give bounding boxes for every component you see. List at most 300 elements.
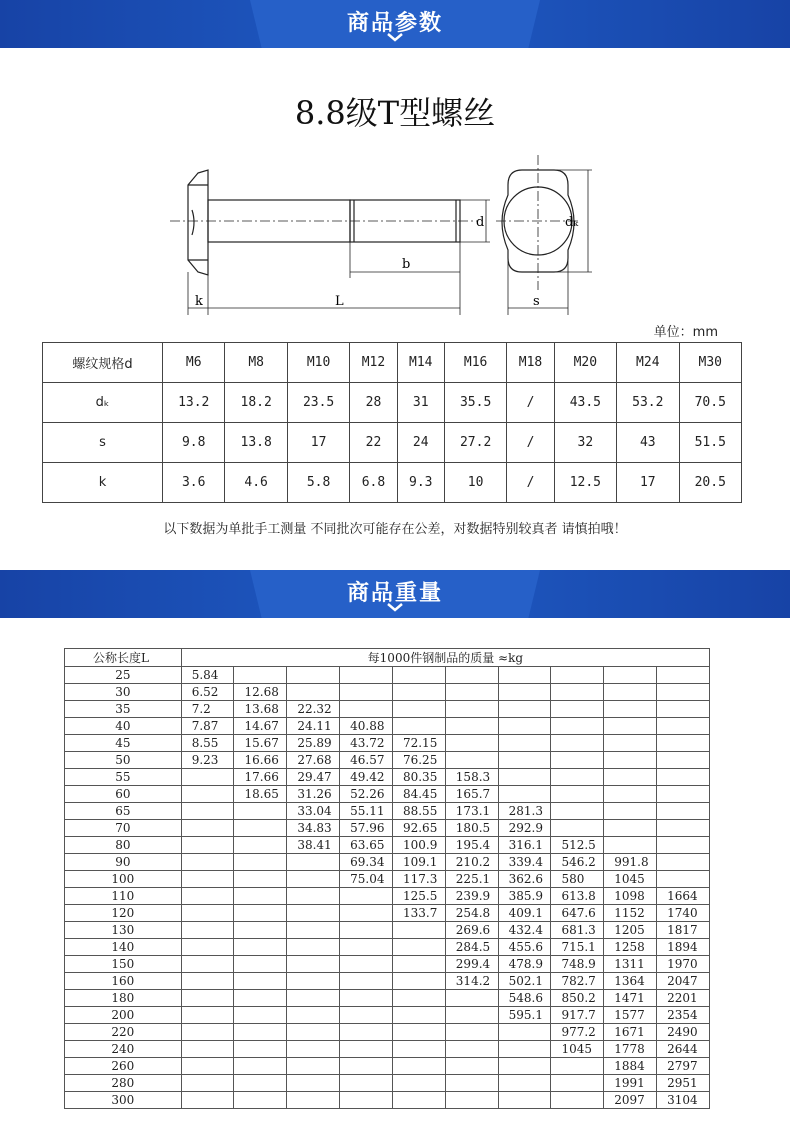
weight-value-cell: 225.1: [445, 871, 498, 888]
weight-row: [65, 1075, 710, 1092]
params-value-cell: 12.5: [554, 463, 616, 503]
weight-length-cell: 110: [65, 888, 182, 905]
weight-row: [65, 735, 710, 752]
weight-value-cell: [234, 973, 287, 990]
weight-value-cell: [604, 667, 657, 684]
weight-value-cell: [287, 905, 340, 922]
weight-value-cell: 24.11: [287, 718, 340, 735]
weight-value-cell: [287, 973, 340, 990]
weight-value-cell: [498, 1092, 551, 1109]
weight-value-cell: [287, 1058, 340, 1075]
weight-value-cell: [234, 939, 287, 956]
params-value-cell: 31: [397, 383, 444, 423]
weight-value-cell: [287, 871, 340, 888]
weight-value-cell: 14.67: [234, 718, 287, 735]
weight-value-cell: [392, 718, 445, 735]
weight-value-cell: 100.9: [392, 837, 445, 854]
weight-value-cell: [392, 939, 445, 956]
weight-value-cell: 1817: [657, 922, 710, 939]
weight-row: [65, 973, 710, 990]
weight-value-cell: [445, 718, 498, 735]
weight-value-cell: [551, 667, 604, 684]
weight-value-cell: 314.2: [445, 973, 498, 990]
weight-value-cell: [181, 1024, 234, 1041]
weight-value-cell: 917.7: [551, 1007, 604, 1024]
weight-value-cell: 2797: [657, 1058, 710, 1075]
label-s: s: [533, 294, 540, 309]
weight-value-cell: 1471: [604, 990, 657, 1007]
weight-value-cell: 1152: [604, 905, 657, 922]
weight-value-cell: [287, 1075, 340, 1092]
params-value-cell: 43: [617, 423, 679, 463]
weight-value-cell: 7.87: [181, 718, 234, 735]
weight-value-cell: [181, 922, 234, 939]
weight-value-cell: 63.65: [340, 837, 393, 854]
weight-value-cell: [392, 1058, 445, 1075]
weight-value-cell: [445, 667, 498, 684]
params-value-cell: 6.8: [350, 463, 397, 503]
weight-value-cell: 43.72: [340, 735, 393, 752]
params-row-label: s: [43, 423, 163, 463]
weight-length-cell: 240: [65, 1041, 182, 1058]
weight-length-cell: 160: [65, 973, 182, 990]
params-value-cell: 4.6: [225, 463, 287, 503]
weight-value-cell: 299.4: [445, 956, 498, 973]
weight-value-cell: [657, 820, 710, 837]
weight-value-cell: [551, 1058, 604, 1075]
weight-value-cell: 385.9: [498, 888, 551, 905]
weight-value-cell: [445, 752, 498, 769]
params-value-cell: 22: [350, 423, 397, 463]
weight-value-cell: [340, 684, 393, 701]
weight-length-cell: 55: [65, 769, 182, 786]
weight-value-cell: [340, 956, 393, 973]
weight-value-cell: [340, 1058, 393, 1075]
weight-value-cell: [657, 718, 710, 735]
weight-value-cell: [181, 1092, 234, 1109]
weight-row: [65, 1041, 710, 1058]
weight-value-cell: 57.96: [340, 820, 393, 837]
weight-row: [65, 854, 710, 871]
weight-value-cell: 210.2: [445, 854, 498, 871]
params-value-cell: 51.5: [679, 423, 741, 463]
weight-value-cell: 782.7: [551, 973, 604, 990]
weight-value-cell: 27.68: [287, 752, 340, 769]
weight-value-cell: [340, 1041, 393, 1058]
weight-value-cell: [445, 1092, 498, 1109]
weight-value-cell: [392, 1092, 445, 1109]
params-size-cell: M10: [287, 343, 349, 383]
weight-value-cell: [551, 1092, 604, 1109]
weight-value-cell: [445, 1041, 498, 1058]
weight-value-cell: [445, 1058, 498, 1075]
weight-value-cell: [181, 837, 234, 854]
weight-table: [64, 648, 710, 1109]
weight-value-cell: [340, 973, 393, 990]
weight-value-cell: [287, 990, 340, 1007]
weight-value-cell: 1778: [604, 1041, 657, 1058]
weight-value-cell: [340, 701, 393, 718]
weight-value-cell: 158.3: [445, 769, 498, 786]
weight-row: [65, 1058, 710, 1075]
weight-header-row: [65, 649, 710, 667]
weight-value-cell: [181, 871, 234, 888]
weight-value-cell: [445, 701, 498, 718]
weight-value-cell: 2047: [657, 973, 710, 990]
weight-value-cell: [657, 871, 710, 888]
weight-value-cell: 40.88: [340, 718, 393, 735]
weight-value-cell: 33.04: [287, 803, 340, 820]
weight-value-cell: 165.7: [445, 786, 498, 803]
weight-value-cell: 17.66: [234, 769, 287, 786]
weight-value-cell: 1991: [604, 1075, 657, 1092]
weight-value-cell: [234, 905, 287, 922]
label-dk: dₖ: [565, 215, 579, 230]
weight-value-cell: 1045: [551, 1041, 604, 1058]
weight-value-cell: 180.5: [445, 820, 498, 837]
weight-value-cell: [181, 1058, 234, 1075]
weight-value-cell: 269.6: [445, 922, 498, 939]
weight-value-cell: 284.5: [445, 939, 498, 956]
params-value-cell: 35.5: [444, 383, 506, 423]
params-table: [42, 342, 742, 503]
params-size-cell: M18: [507, 343, 554, 383]
weight-value-cell: [340, 990, 393, 1007]
weight-value-cell: 580: [551, 871, 604, 888]
weight-value-cell: [551, 820, 604, 837]
weight-value-cell: 850.2: [551, 990, 604, 1007]
weight-value-cell: 31.26: [287, 786, 340, 803]
weight-value-cell: [445, 1024, 498, 1041]
weight-value-cell: [234, 922, 287, 939]
weight-value-cell: 5.84: [181, 667, 234, 684]
params-header-row: [43, 343, 742, 383]
weight-value-cell: 9.23: [181, 752, 234, 769]
weight-value-cell: 18.65: [234, 786, 287, 803]
weight-value-cell: [392, 973, 445, 990]
weight-value-cell: [234, 1041, 287, 1058]
weight-row: [65, 667, 710, 684]
weight-value-cell: [657, 752, 710, 769]
weight-value-cell: [340, 1075, 393, 1092]
weight-value-cell: [551, 769, 604, 786]
weight-value-cell: [498, 667, 551, 684]
weight-value-cell: 1884: [604, 1058, 657, 1075]
weight-value-cell: 22.32: [287, 701, 340, 718]
weight-row: [65, 1092, 710, 1109]
weight-value-cell: [340, 888, 393, 905]
weight-value-cell: [392, 956, 445, 973]
params-value-cell: 28: [350, 383, 397, 423]
weight-value-cell: [604, 752, 657, 769]
weight-value-cell: 2644: [657, 1041, 710, 1058]
weight-value-cell: [392, 667, 445, 684]
weight-value-cell: [234, 837, 287, 854]
weight-value-cell: [604, 837, 657, 854]
weight-length-cell: 30: [65, 684, 182, 701]
weight-value-cell: 15.67: [234, 735, 287, 752]
weight-value-cell: [234, 803, 287, 820]
params-value-cell: 13.8: [225, 423, 287, 463]
params-row-label: dₖ: [43, 383, 163, 423]
weight-row: [65, 684, 710, 701]
params-size-cell: M24: [617, 343, 679, 383]
params-value-cell: 17: [287, 423, 349, 463]
t-bolt-drawing: [160, 150, 600, 325]
label-b: b: [402, 257, 411, 272]
weight-value-cell: 546.2: [551, 854, 604, 871]
weight-value-cell: 29.47: [287, 769, 340, 786]
weight-value-cell: 1671: [604, 1024, 657, 1041]
params-value-cell: 5.8: [287, 463, 349, 503]
label-d: d: [476, 215, 485, 230]
weight-value-cell: [604, 684, 657, 701]
weight-row: [65, 752, 710, 769]
params-value-cell: 9.8: [163, 423, 225, 463]
weight-row: [65, 769, 710, 786]
weight-length-cell: 60: [65, 786, 182, 803]
weight-value-cell: 1045: [604, 871, 657, 888]
weight-value-cell: 292.9: [498, 820, 551, 837]
weight-value-cell: 3104: [657, 1092, 710, 1109]
weight-value-cell: [340, 1024, 393, 1041]
weight-value-cell: 7.2: [181, 701, 234, 718]
weight-value-cell: 1664: [657, 888, 710, 905]
weight-value-cell: 25.89: [287, 735, 340, 752]
weight-value-cell: [234, 1092, 287, 1109]
weight-value-cell: [234, 820, 287, 837]
weight-value-cell: [498, 752, 551, 769]
weight-mass-header: 每1000件钢制品的质量 ≈kg: [181, 649, 709, 667]
weight-value-cell: [287, 956, 340, 973]
weight-value-cell: [287, 667, 340, 684]
weight-value-cell: [657, 854, 710, 871]
weight-length-cell: 80: [65, 837, 182, 854]
weight-value-cell: 80.35: [392, 769, 445, 786]
weight-value-cell: 681.3: [551, 922, 604, 939]
weight-value-cell: [340, 922, 393, 939]
weight-value-cell: [657, 769, 710, 786]
weight-value-cell: [234, 956, 287, 973]
weight-value-cell: 2097: [604, 1092, 657, 1109]
label-k: k: [195, 294, 203, 309]
weight-length-cell: 50: [65, 752, 182, 769]
weight-value-cell: 2951: [657, 1075, 710, 1092]
params-size-cell: M14: [397, 343, 444, 383]
weight-row: [65, 990, 710, 1007]
weight-value-cell: 2354: [657, 1007, 710, 1024]
weight-value-cell: [657, 735, 710, 752]
weight-value-cell: 362.6: [498, 871, 551, 888]
weight-value-cell: 432.4: [498, 922, 551, 939]
params-row-label: k: [43, 463, 163, 503]
weight-length-cell: 200: [65, 1007, 182, 1024]
weight-row: [65, 888, 710, 905]
weight-value-cell: 1740: [657, 905, 710, 922]
weight-value-cell: [234, 888, 287, 905]
weight-length-cell: 300: [65, 1092, 182, 1109]
weight-value-cell: 52.26: [340, 786, 393, 803]
weight-value-cell: [445, 1075, 498, 1092]
weight-value-cell: 1894: [657, 939, 710, 956]
weight-value-cell: [287, 1007, 340, 1024]
params-value-cell: 24: [397, 423, 444, 463]
weight-value-cell: [445, 1007, 498, 1024]
weight-value-cell: [498, 1075, 551, 1092]
params-value-cell: 18.2: [225, 383, 287, 423]
weight-value-cell: [181, 888, 234, 905]
params-size-cell: M12: [350, 343, 397, 383]
weight-value-cell: [181, 1007, 234, 1024]
params-header-label: 螺纹规格d: [43, 343, 163, 383]
weight-value-cell: [181, 803, 234, 820]
params-value-cell: /: [507, 383, 554, 423]
weight-value-cell: 125.5: [392, 888, 445, 905]
weight-value-cell: 316.1: [498, 837, 551, 854]
weight-length-cell: 40: [65, 718, 182, 735]
weight-value-cell: [604, 786, 657, 803]
weight-value-cell: 647.6: [551, 905, 604, 922]
weight-value-cell: [657, 701, 710, 718]
weight-value-cell: 55.11: [340, 803, 393, 820]
weight-value-cell: [498, 786, 551, 803]
weight-value-cell: [445, 684, 498, 701]
weight-value-cell: [498, 1024, 551, 1041]
weight-length-cell: 120: [65, 905, 182, 922]
params-row: [43, 383, 742, 423]
weight-value-cell: [181, 854, 234, 871]
params-row: [43, 423, 742, 463]
disclaimer-text: 以下数据为单批手工测量 不同批次可能存在公差，对数据特别较真者 请慎拍哦！: [163, 522, 627, 537]
weight-value-cell: [498, 684, 551, 701]
weight-value-cell: 69.34: [340, 854, 393, 871]
weight-value-cell: [287, 922, 340, 939]
weight-row: [65, 1007, 710, 1024]
weight-value-cell: 46.57: [340, 752, 393, 769]
weight-value-cell: [445, 990, 498, 1007]
weight-value-cell: 13.68: [234, 701, 287, 718]
weight-value-cell: 502.1: [498, 973, 551, 990]
weight-value-cell: 195.4: [445, 837, 498, 854]
weight-value-cell: 34.83: [287, 820, 340, 837]
params-value-cell: 10: [444, 463, 506, 503]
weight-value-cell: [181, 820, 234, 837]
weight-value-cell: [287, 939, 340, 956]
weight-value-cell: 748.9: [551, 956, 604, 973]
weight-length-header: 公称长度L: [65, 649, 182, 667]
weight-length-cell: 65: [65, 803, 182, 820]
weight-value-cell: [657, 837, 710, 854]
params-value-cell: 27.2: [444, 423, 506, 463]
weight-length-cell: 140: [65, 939, 182, 956]
weight-length-cell: 150: [65, 956, 182, 973]
weight-length-cell: 280: [65, 1075, 182, 1092]
weight-value-cell: [287, 854, 340, 871]
weight-value-cell: 49.42: [340, 769, 393, 786]
weight-value-cell: [551, 684, 604, 701]
weight-row: [65, 956, 710, 973]
weight-value-cell: [287, 684, 340, 701]
weight-value-cell: 72.15: [392, 735, 445, 752]
chevron-down-icon: [386, 32, 404, 42]
weight-value-cell: 76.25: [392, 752, 445, 769]
params-size-cell: M30: [679, 343, 741, 383]
weight-value-cell: [392, 1041, 445, 1058]
weight-value-cell: 455.6: [498, 939, 551, 956]
params-value-cell: 3.6: [163, 463, 225, 503]
params-value-cell: /: [507, 463, 554, 503]
weight-value-cell: 1970: [657, 956, 710, 973]
weight-value-cell: [498, 1058, 551, 1075]
weight-value-cell: [234, 667, 287, 684]
weight-value-cell: [287, 1041, 340, 1058]
weight-row: [65, 701, 710, 718]
weight-value-cell: 478.9: [498, 956, 551, 973]
weight-value-cell: [234, 1075, 287, 1092]
weight-row: [65, 820, 710, 837]
weight-value-cell: 1098: [604, 888, 657, 905]
weight-value-cell: [181, 905, 234, 922]
weight-value-cell: [287, 1092, 340, 1109]
weight-value-cell: 84.45: [392, 786, 445, 803]
weight-value-cell: [234, 1007, 287, 1024]
weight-value-cell: [234, 990, 287, 1007]
params-value-cell: 17: [617, 463, 679, 503]
weight-value-cell: 409.1: [498, 905, 551, 922]
weight-value-cell: 239.9: [445, 888, 498, 905]
weight-value-cell: [498, 735, 551, 752]
weight-value-cell: [234, 1058, 287, 1075]
weight-row: [65, 1024, 710, 1041]
weight-value-cell: [392, 1007, 445, 1024]
weight-row: [65, 837, 710, 854]
weight-value-cell: 12.68: [234, 684, 287, 701]
chevron-down-icon: [386, 602, 404, 612]
weight-length-cell: 70: [65, 820, 182, 837]
params-size-cell: M20: [554, 343, 616, 383]
unit-note: 单位：mm: [653, 325, 718, 340]
weight-value-cell: [551, 752, 604, 769]
weight-value-cell: [234, 871, 287, 888]
weight-row: [65, 922, 710, 939]
weight-value-cell: 613.8: [551, 888, 604, 905]
weight-value-cell: [181, 1075, 234, 1092]
weight-value-cell: 133.7: [392, 905, 445, 922]
params-size-cell: M6: [163, 343, 225, 383]
weight-value-cell: [340, 1092, 393, 1109]
weight-value-cell: [234, 1024, 287, 1041]
weight-value-cell: [181, 939, 234, 956]
page-title: 8.8级T型螺丝: [294, 94, 496, 132]
weight-value-cell: 512.5: [551, 837, 604, 854]
weight-value-cell: [181, 990, 234, 1007]
params-value-cell: 43.5: [554, 383, 616, 423]
weight-value-cell: [604, 701, 657, 718]
weight-value-cell: [657, 786, 710, 803]
weight-value-cell: [604, 803, 657, 820]
params-size-cell: M8: [225, 343, 287, 383]
weight-value-cell: 1205: [604, 922, 657, 939]
weight-value-cell: [445, 735, 498, 752]
weight-value-cell: 88.55: [392, 803, 445, 820]
weight-value-cell: [657, 803, 710, 820]
weight-value-cell: [551, 1075, 604, 1092]
weight-value-cell: [392, 701, 445, 718]
weight-table-wrap: [64, 648, 710, 1109]
label-L: L: [335, 294, 344, 309]
params-value-cell: 20.5: [679, 463, 741, 503]
weight-value-cell: [551, 701, 604, 718]
